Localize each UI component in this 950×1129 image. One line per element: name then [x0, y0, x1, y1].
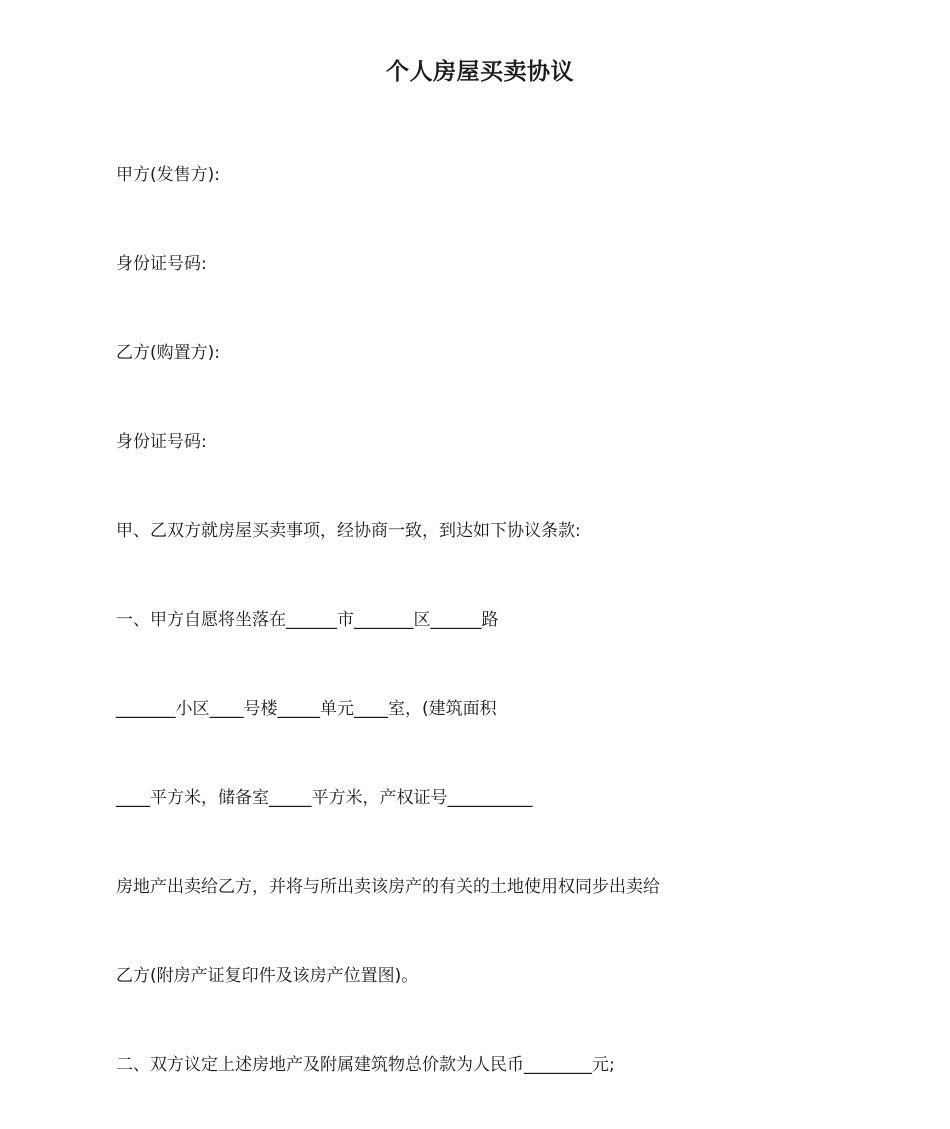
buyer-party-line: 乙方(购置方): — [116, 343, 220, 363]
clause-1-line-4: 房地产出卖给乙方，并将与所出卖该房产的有关的土地使用权同步出卖给 — [116, 877, 660, 897]
document-title: 个人房屋买卖协议 — [386, 59, 574, 85]
agreement-intro-line: 甲、乙双方就房屋买卖事项，经协商一致，到达如下协议条款: — [116, 521, 581, 541]
seller-id-line: 身份证号码: — [116, 254, 207, 274]
clause-1-line-2: _______小区____号楼_____单元____室，(建筑面积 — [116, 699, 497, 719]
clause-1-line-3: ____平方米，储备室_____平方米，产权证号__________ — [116, 788, 533, 808]
buyer-id-line: 身份证号码: — [116, 432, 207, 452]
clause-1-line-1: 一、甲方自愿将坐落在______市_______区______路 — [116, 610, 499, 630]
clause-2-line-1: 二、双方议定上述房地产及附属建筑物总价款为人民币________元; — [116, 1055, 615, 1075]
seller-party-line: 甲方(发售方): — [116, 165, 220, 185]
clause-1-line-5: 乙方(附房产证复印件及该房产位置图)。 — [116, 966, 419, 986]
